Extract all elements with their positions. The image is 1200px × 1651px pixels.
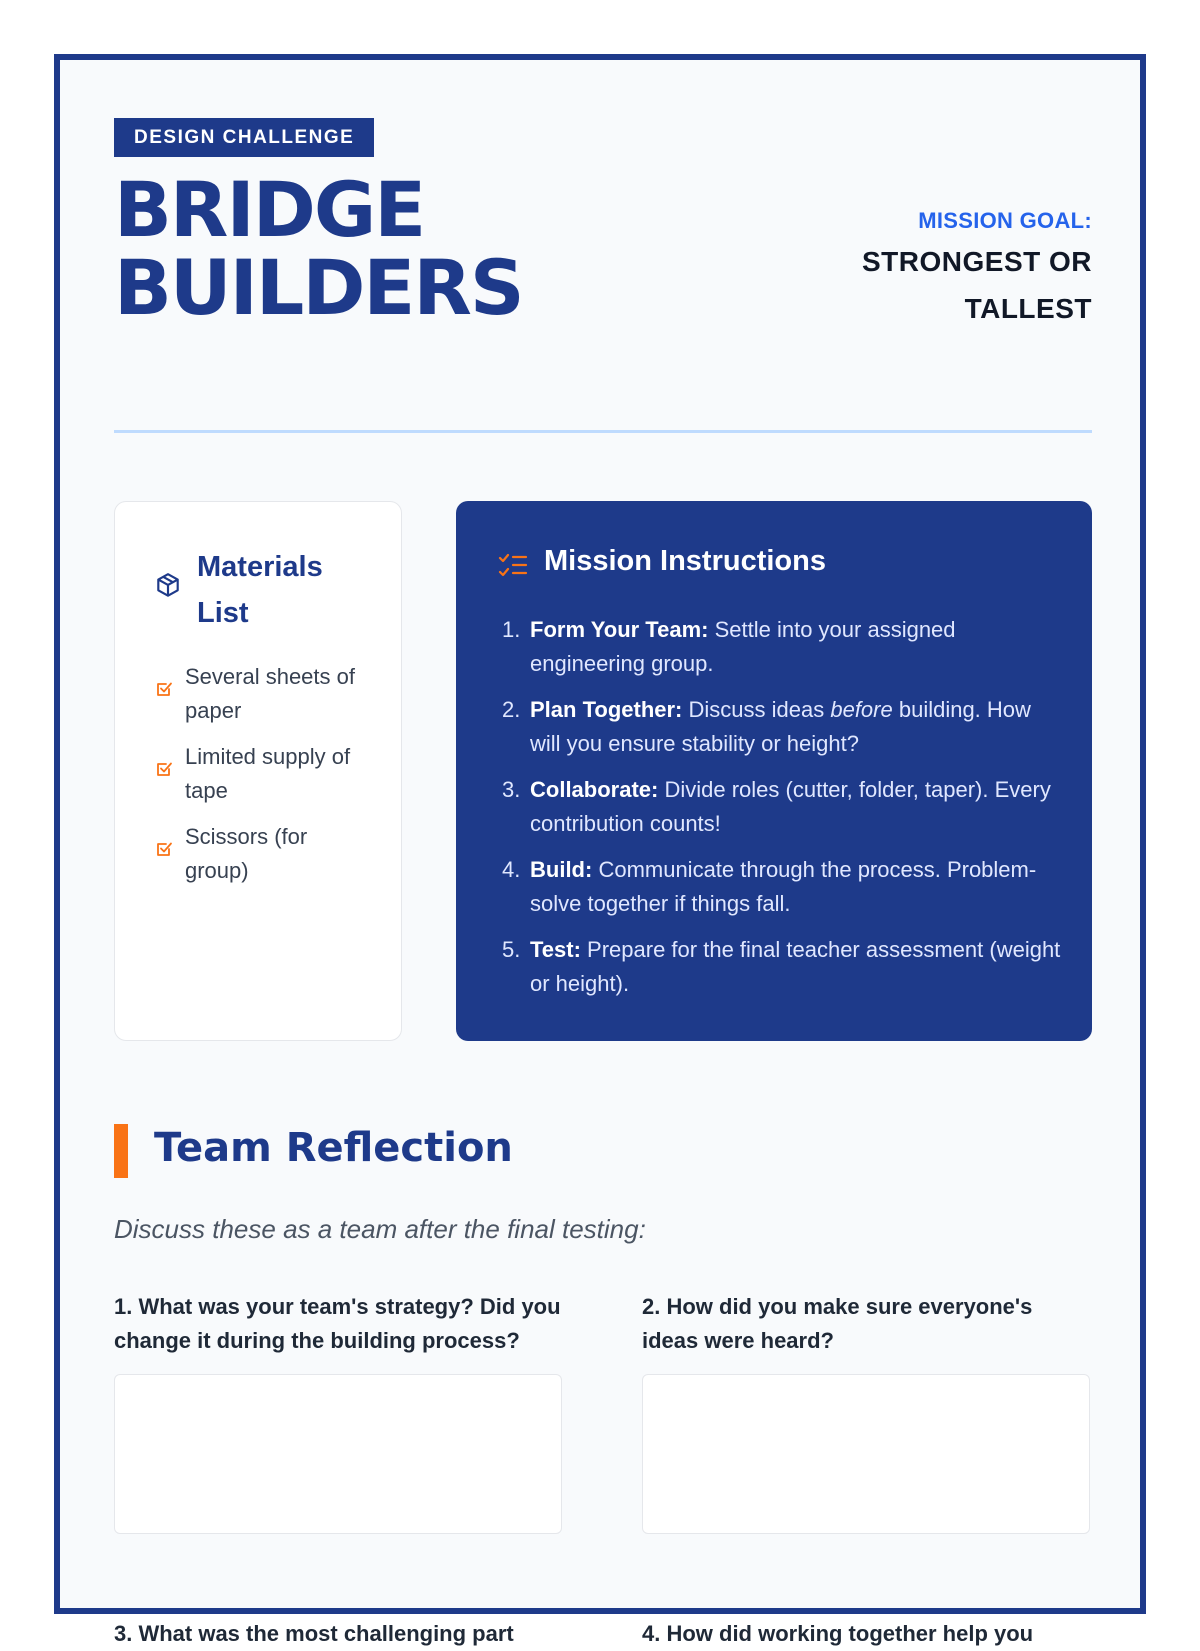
materials-title: Materials List — [197, 551, 323, 629]
step-text: Divide roles (cutter, folder, taper). Every contribution counts! — [530, 777, 1051, 836]
material-label: Limited supply of tape — [185, 744, 351, 803]
mission-goal — [862, 208, 1092, 332]
step-number: 2. — [502, 697, 521, 722]
step-emphasis: before — [830, 697, 893, 722]
checkbox-icon — [155, 840, 173, 863]
step-number: 4. — [502, 857, 521, 882]
question-text: 4. How did working together help you — [642, 1621, 1034, 1646]
instructions-title: Mission Instructions — [544, 545, 826, 577]
step-text: Discuss ideas — [682, 697, 831, 722]
reflection-subtitle: Discuss these as a team after the final testing: — [114, 1214, 646, 1244]
step-heading: Form Your Team: — [530, 617, 709, 642]
reflection-question-4 — [642, 1617, 1090, 1651]
step-number: 3. — [502, 777, 521, 802]
title-line-2: BUILDERS — [114, 243, 523, 332]
mission-goal-line-2: TALLEST — [964, 293, 1092, 324]
materials-card — [114, 501, 402, 1041]
worksheet-page — [54, 54, 1146, 1646]
reflection-title: Team Reflection — [154, 1125, 513, 1171]
checklist-icon — [498, 553, 528, 584]
step-heading: Collaborate: — [530, 777, 659, 802]
list-item — [502, 853, 1062, 921]
list-item — [502, 693, 1062, 761]
instructions-card — [456, 501, 1092, 1041]
material-label: Several sheets of paper — [185, 664, 355, 723]
mission-goal-line-1: STRONGEST OR — [861, 246, 1092, 277]
checkbox-icon — [155, 760, 173, 783]
step-heading: Build: — [530, 857, 593, 882]
header-divider — [114, 430, 1092, 433]
checkbox-icon — [155, 680, 173, 703]
step-heading: Plan Together: — [530, 697, 683, 722]
list-item — [502, 933, 1062, 1001]
question-text: 1. What was your team's strategy? Did you change it during the building process? — [114, 1294, 561, 1353]
mission-goal-label: MISSION GOAL: — [918, 208, 1092, 233]
package-icon — [155, 572, 181, 605]
material-label: Scissors (for group) — [185, 824, 308, 883]
title-line-1: BRIDGE — [114, 165, 425, 254]
list-item — [502, 773, 1062, 841]
question-text: 3. What was the most challenging part — [114, 1621, 514, 1646]
step-text: Settle into your assigned engineering group. — [530, 617, 956, 676]
answer-box[interactable] — [114, 1374, 562, 1534]
reflection-question-1 — [114, 1290, 562, 1534]
instructions-list — [502, 613, 1062, 1013]
answer-box[interactable] — [642, 1374, 1090, 1534]
mission-goal-value — [862, 238, 1092, 332]
step-number: 5. — [502, 937, 521, 962]
step-text: Communicate through the process. Problem-solve together if things fall. — [530, 857, 1037, 916]
step-text: Prepare for the final teacher assessment (weight or height). — [530, 937, 1061, 996]
list-item — [502, 613, 1062, 681]
worksheet-content — [114, 118, 1092, 1646]
step-text: building. How will you ensure stability or height? — [530, 697, 1031, 756]
category-badge: DESIGN CHALLENGE — [114, 118, 374, 157]
step-number: 1. — [502, 617, 521, 642]
step-heading: Test: — [530, 937, 581, 962]
section-accent-bar — [114, 1124, 128, 1178]
question-text: 2. How did you make sure everyone's ideas were heard? — [642, 1294, 1033, 1353]
reflection-question-2 — [642, 1290, 1090, 1534]
reflection-question-3 — [114, 1617, 562, 1651]
